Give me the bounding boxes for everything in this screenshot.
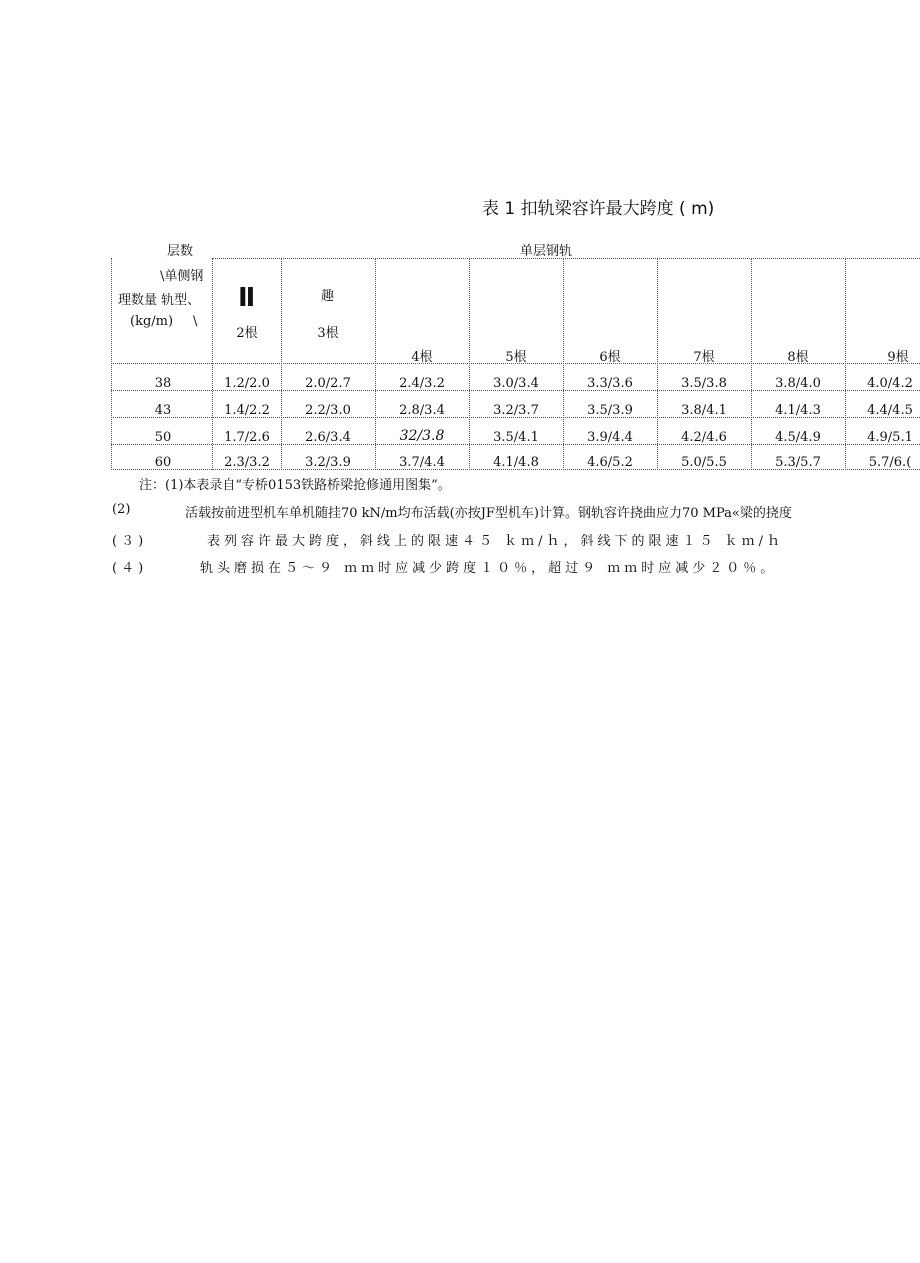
- note-4-number: (４): [112, 561, 148, 576]
- cell: 3.3/3.6: [587, 376, 633, 391]
- row-type-50: 50: [154, 430, 172, 445]
- cell: 4.9/5.1: [867, 430, 913, 445]
- table-divider: [845, 258, 846, 470]
- col-header-4: 4根: [411, 350, 433, 365]
- table-divider: [375, 258, 376, 470]
- mark-qu: 趣: [321, 289, 335, 304]
- table-divider: [657, 258, 658, 470]
- row-type-43: 43: [154, 403, 172, 418]
- cell: 2.4/3.2: [399, 376, 445, 391]
- table-row-line: [111, 363, 920, 364]
- note-3-number: (３): [112, 534, 148, 549]
- single-layer-label: 单层钢轨: [520, 244, 573, 259]
- unit-label: (kg/m): [130, 314, 174, 329]
- col-header-6: 6根: [599, 350, 621, 365]
- backslash-mark: \: [193, 314, 198, 329]
- cell: 1.4/2.2: [224, 403, 270, 418]
- cell: 32/3.8: [399, 428, 445, 444]
- rail-type-label: 理数量 轨型、: [118, 293, 201, 308]
- layers-label: 层数: [167, 244, 194, 259]
- cell: 4.5/4.9: [775, 430, 821, 445]
- row-type-60: 60: [154, 455, 172, 470]
- note-2-text: 活载按前进型机车单机随挂70 kN/m均布活载(亦按JF型机车)计算。钢轨容许挠曲应力70 MPa«梁的挠度: [185, 506, 792, 521]
- cell: 3.2/3.7: [493, 403, 539, 418]
- col-header-7: 7根: [693, 350, 715, 365]
- cell: 2.6/3.4: [305, 430, 351, 445]
- cell: 2.2/3.0: [305, 403, 351, 418]
- cell: 4.2/4.6: [681, 430, 727, 445]
- table-divider: [563, 258, 564, 470]
- cell: 4.4/4.5: [867, 403, 913, 418]
- col-header-9: 9根: [887, 350, 909, 365]
- cell: 4.0/4.2: [867, 376, 913, 391]
- cell: 3.5/3.9: [587, 403, 633, 418]
- table-divider: [281, 258, 282, 470]
- table-title: 表 1 扣轨梁容许最大跨度 ( m): [482, 199, 715, 219]
- note-2-number: (2): [112, 502, 131, 517]
- table-border-left: [111, 258, 112, 470]
- cell: 3.7/4.4: [399, 455, 445, 470]
- table-divider-type: [212, 258, 213, 470]
- cell: 2.8/3.4: [399, 403, 445, 418]
- table-header-line: [212, 258, 920, 259]
- cell: 3.2/3.9: [305, 455, 351, 470]
- cell: 5.7/6.(: [868, 455, 912, 470]
- single-side-label: \单侧钢: [160, 269, 204, 284]
- col-header-5: 5根: [505, 350, 527, 365]
- cell: 4.6/5.2: [587, 455, 633, 470]
- cell: 2.0/2.7: [305, 376, 351, 391]
- col-header-8: 8根: [787, 350, 809, 365]
- cell: 5.0/5.5: [681, 455, 727, 470]
- note-3-text: 表列容许最大跨度，斜线上的限速４５ ｋｍ/ｈ，斜线下的限速１５ ｋｍ/ｈ: [207, 534, 785, 549]
- cell: 2.3/3.2: [224, 455, 270, 470]
- row-type-38: 38: [154, 376, 172, 391]
- cell: 1.7/2.6: [224, 430, 270, 445]
- note-1: 注：(1)本表录自“专桥0153铁路桥梁抢修通用图集”。: [139, 478, 451, 493]
- cell: 3.8/4.1: [681, 403, 727, 418]
- cell: 1.2/2.0: [224, 376, 270, 391]
- cell: 4.1/4.8: [493, 455, 539, 470]
- table-divider: [751, 258, 752, 470]
- cell: 3.9/4.4: [587, 430, 633, 445]
- cell: 3.0/3.4: [493, 376, 539, 391]
- table-divider: [469, 258, 470, 470]
- cell: 3.5/3.8: [681, 376, 727, 391]
- cell: 5.3/5.7: [775, 455, 821, 470]
- col-header-3: 3根: [317, 326, 339, 341]
- mark-ii: II: [238, 283, 254, 313]
- cell: 3.5/4.1: [493, 430, 539, 445]
- cell: 4.1/4.3: [775, 403, 821, 418]
- cell: 3.8/4.0: [775, 376, 821, 391]
- col-header-2: 2根: [236, 326, 258, 341]
- note-4-text: 轨头磨损在５～９ ｍｍ时应减少跨度１０％，超过９ ｍｍ时应减少２０％。: [200, 561, 778, 576]
